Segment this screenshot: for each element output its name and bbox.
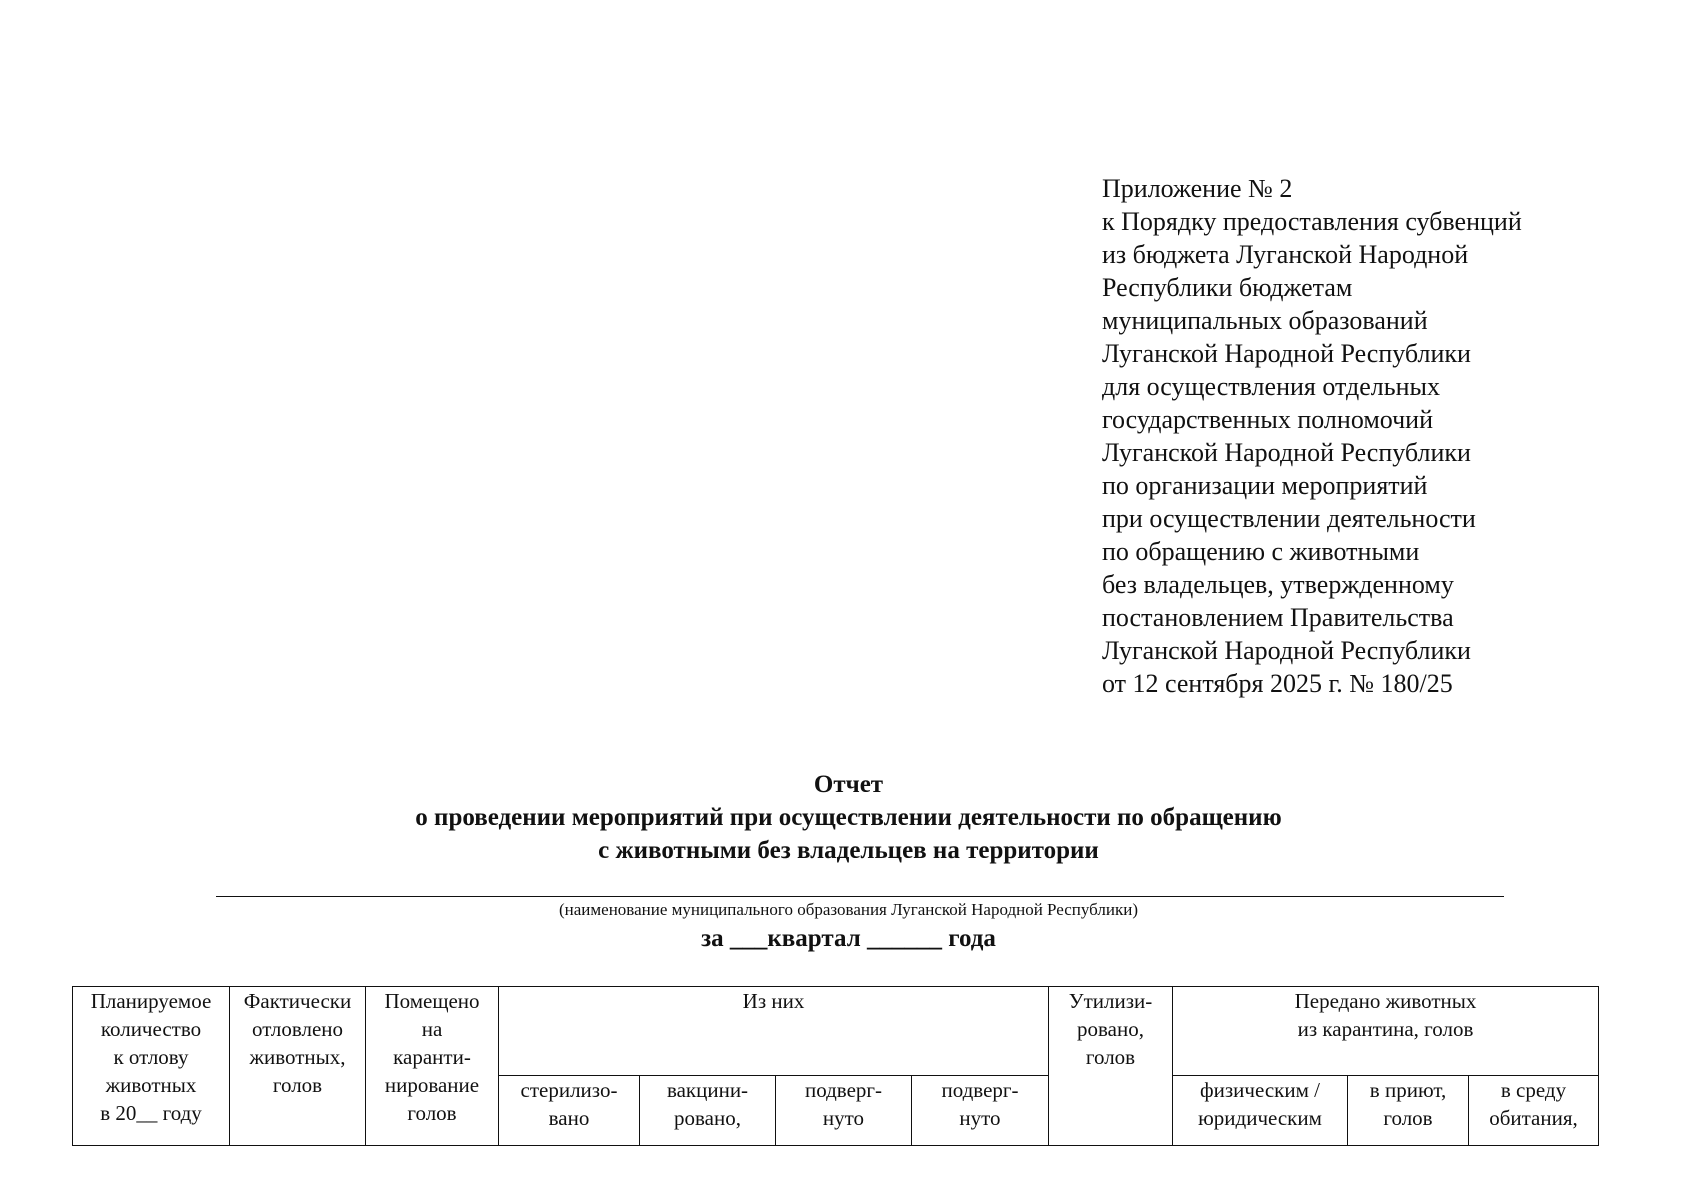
report-period: за ___квартал ______ года	[701, 925, 996, 952]
header-to-persons: физическим / юридическим	[1173, 1075, 1348, 1145]
appendix-line: муниципальных образований	[1102, 306, 1428, 335]
header-sterilized: стерилизо- вано	[499, 1075, 640, 1145]
appendix-line: без владельцев, утвержденному	[1102, 570, 1454, 599]
report-title-block	[0, 768, 1697, 867]
header-subjected-1: подверг- нуто	[776, 1075, 912, 1145]
header-vaccinated: вакцини- ровано,	[640, 1075, 776, 1145]
appendix-line: Республики бюджетам	[1102, 273, 1353, 302]
header-of-them: Из них	[499, 987, 1049, 1076]
header-caught: Фактически отловлено животных, голов	[230, 987, 366, 1146]
header-transferred: Передано животных из карантина, голов	[1173, 987, 1599, 1076]
appendix-line: Луганской Народной Республики	[1102, 438, 1471, 467]
header-planned: Планируемое количество к отлову животных в 20__ году	[73, 987, 230, 1146]
municipality-name-caption: (наименование муниципального образования Луганской Народной Республики)	[558, 900, 1139, 919]
appendix-line: при осуществлении деятельности	[1102, 504, 1476, 533]
header-utilized: Утилизи- ровано, голов	[1049, 987, 1173, 1146]
header-to-habitat: в среду обитания,	[1469, 1075, 1599, 1145]
appendix-block	[1102, 172, 1662, 700]
appendix-line: по обращению с животными	[1102, 537, 1420, 566]
municipality-name-line	[216, 896, 1504, 897]
report-subtitle-line-1: о проведении мероприятий при осуществлении деятельности по обращению	[415, 804, 1282, 831]
report-table	[72, 986, 1599, 1146]
header-to-shelter: в приют, голов	[1348, 1075, 1469, 1145]
appendix-line: к Порядку предоставления субвенций	[1102, 207, 1522, 236]
appendix-line: Луганской Народной Республики	[1102, 636, 1471, 665]
appendix-line: для осуществления отдельных	[1102, 372, 1441, 401]
header-subjected-2: подверг- нуто	[912, 1075, 1049, 1145]
report-subtitle-line-2: с животными без владельцев на территории	[598, 837, 1099, 864]
appendix-line: Луганской Народной Республики	[1102, 339, 1471, 368]
appendix-line: от 12 сентября 2025 г. № 180/25	[1102, 669, 1453, 698]
appendix-line: из бюджета Луганской Народной	[1102, 240, 1469, 269]
appendix-line: по организации мероприятий	[1102, 471, 1428, 500]
appendix-line: постановлением Правительства	[1102, 603, 1454, 632]
report-title: Отчет	[813, 771, 884, 798]
table-header-row-1	[73, 987, 1599, 1076]
appendix-line: Приложение № 2	[1102, 174, 1293, 203]
header-quarantine: Помещено на каранти- нирование голов	[366, 987, 499, 1146]
appendix-line: государственных полномочий	[1102, 405, 1434, 434]
